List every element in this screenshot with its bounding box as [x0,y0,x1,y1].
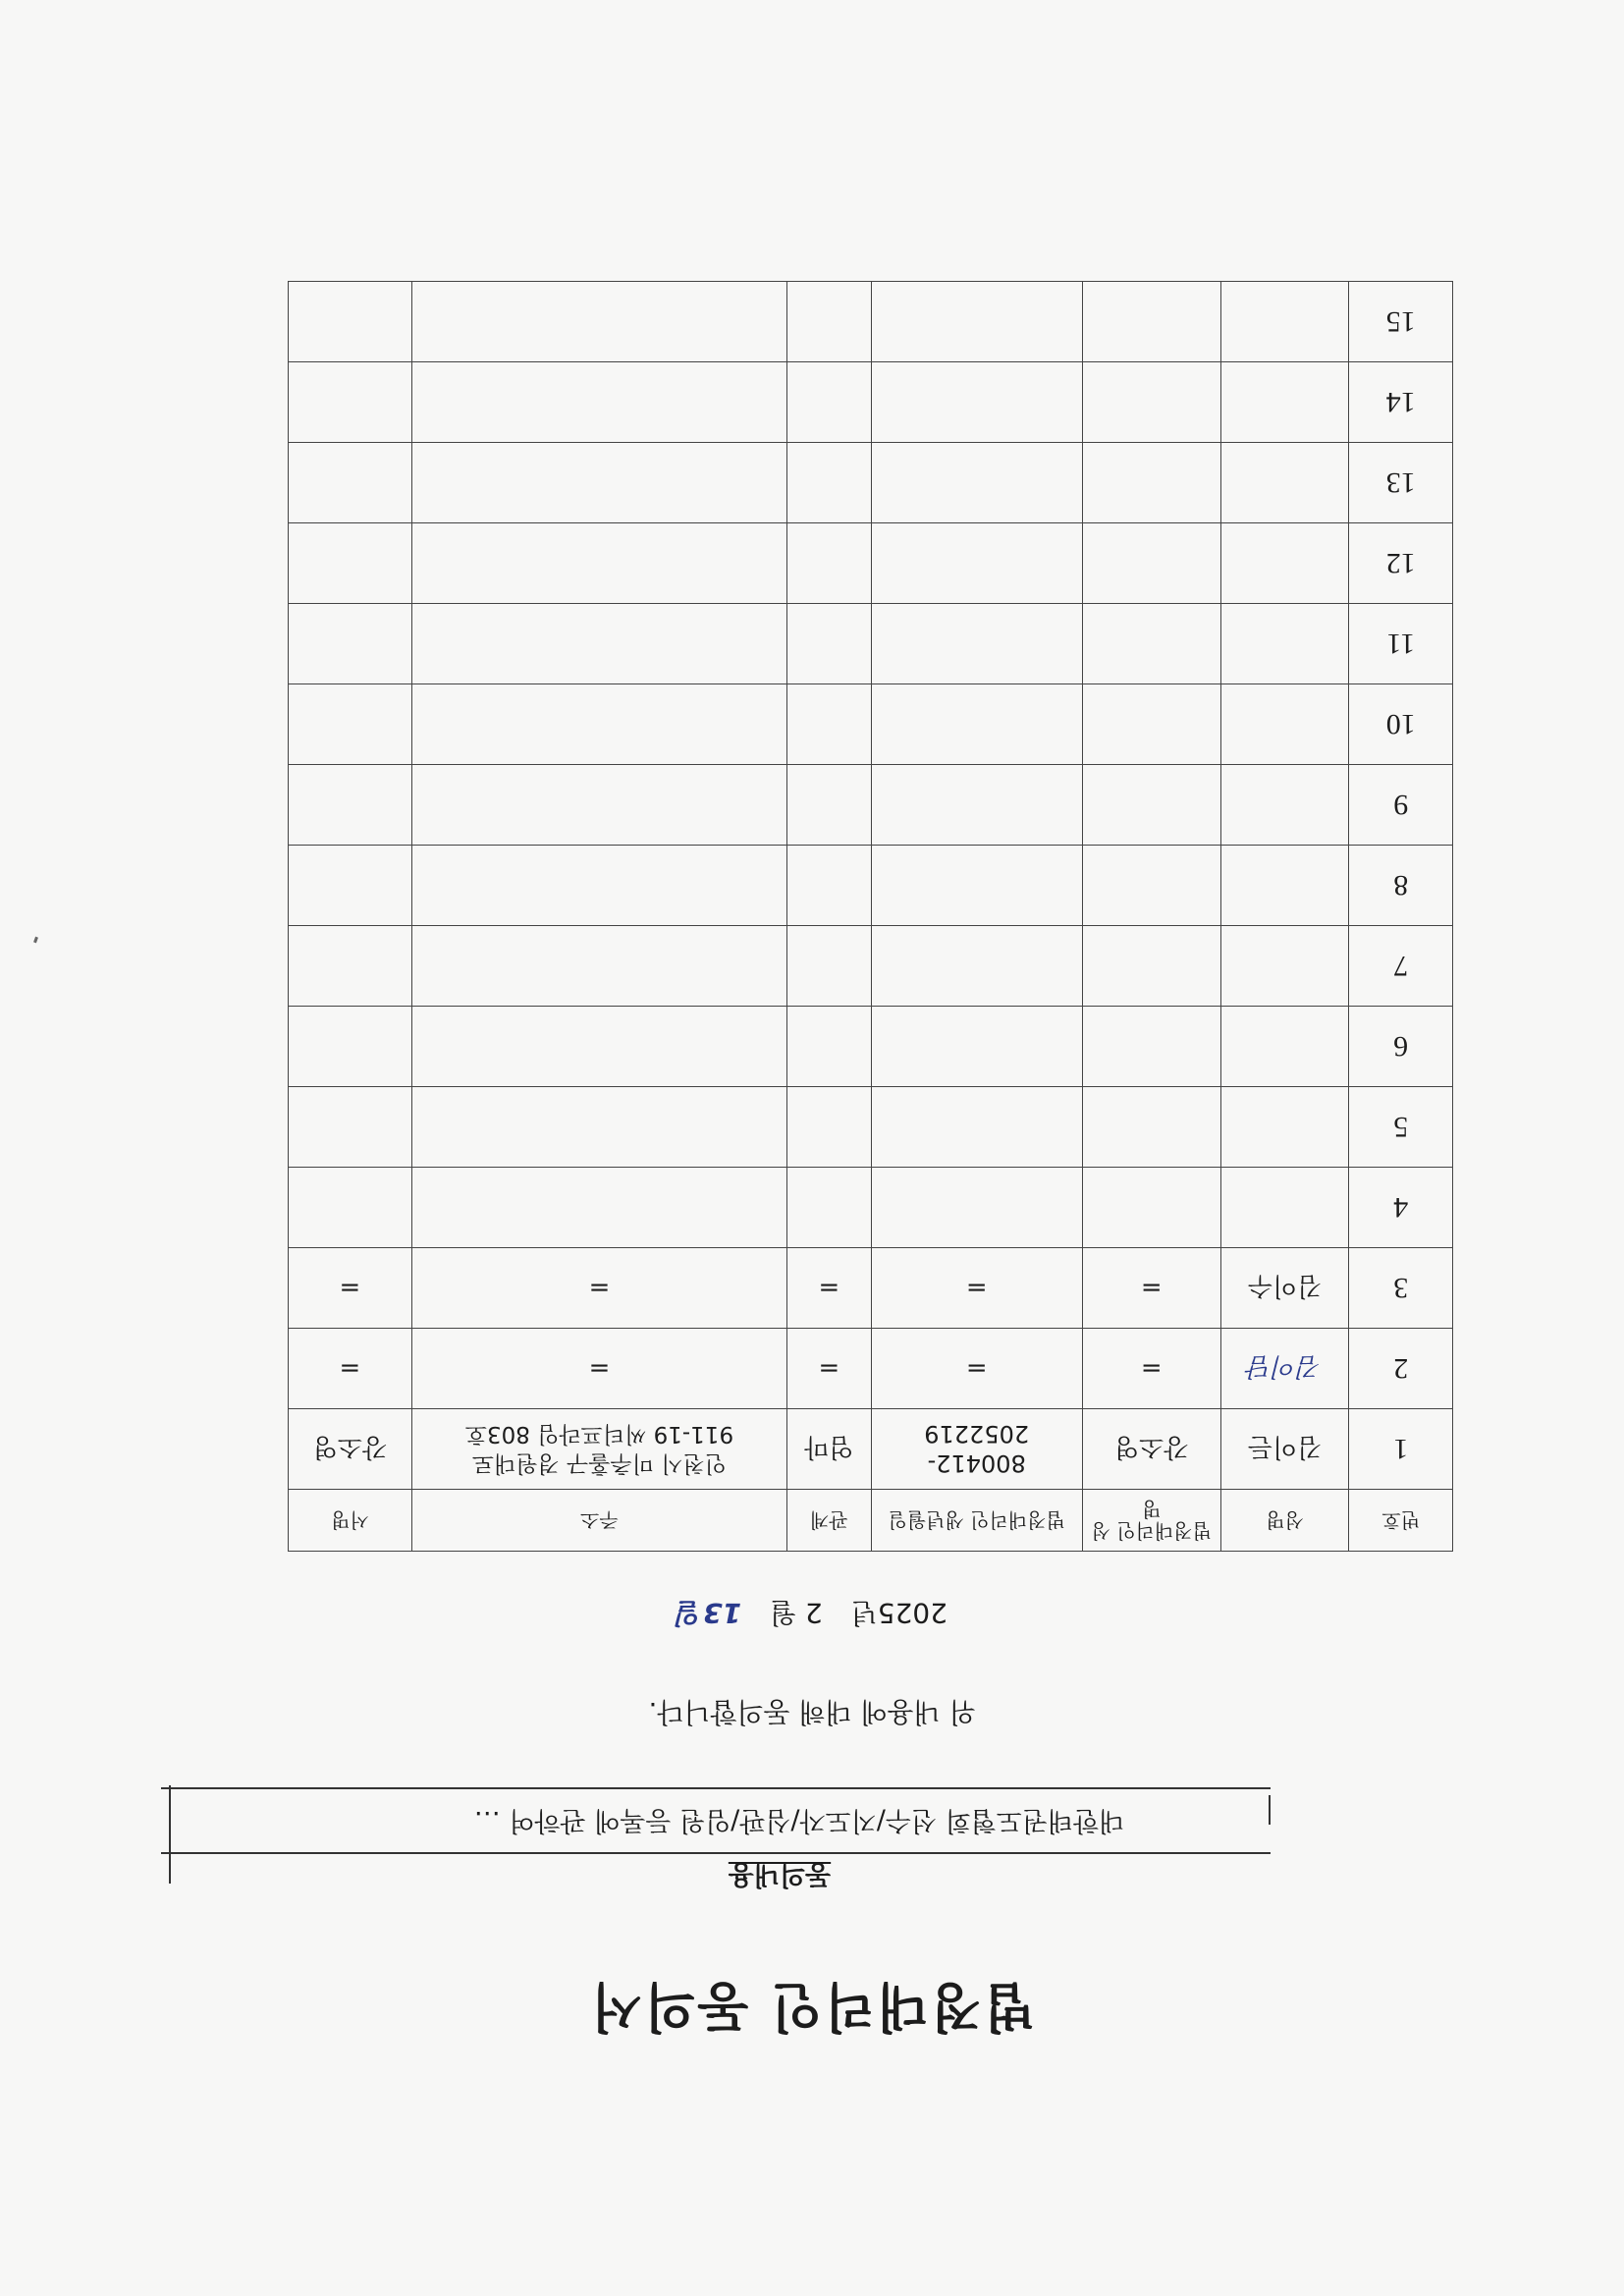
cell-relation [787,684,872,765]
table-row [289,1087,1453,1168]
cell-signature [289,1168,412,1248]
cell-address [411,1007,786,1087]
header-name: 성명 [1220,1490,1349,1552]
cell-address [411,1168,786,1248]
cell-guardian-name [1082,362,1220,443]
table-row [289,1329,1453,1409]
header-address: 주소 [411,1490,786,1552]
cell-no: 13 [1349,443,1453,523]
cell-signature [289,1087,412,1168]
cell-no: 14 [1349,362,1453,443]
consent-box-left-border [1269,1795,1271,1825]
cell-relation [787,765,872,846]
cell-guardian-birth [871,926,1082,1007]
cell-guardian-birth [871,1168,1082,1248]
date-year: 2025년 [850,1597,947,1629]
cell-name [1220,765,1349,846]
date-month: 2 월 [769,1597,823,1629]
cell-guardian-name [1082,765,1220,846]
cell-name [1220,282,1349,362]
date-day: 13일 [677,1597,742,1629]
cell-no: 7 [1349,926,1453,1007]
cell-guardian-birth [871,846,1082,926]
cell-guardian-name [1082,1168,1220,1248]
cell-name [1220,926,1349,1007]
cell-address [411,1409,786,1490]
table-row [289,282,1453,362]
cell-name [1220,1007,1349,1087]
consent-box-top-border [161,1852,1271,1854]
cell-name [1220,604,1349,684]
cell-signature: = [289,1248,412,1329]
table-header-row [289,1490,1453,1552]
cell-guardian-birth [871,282,1082,362]
cell-name [1220,523,1349,604]
address-line-1: 인천시 미추홀구 경원대로 [471,1450,727,1477]
table-row [289,523,1453,604]
cell-address [411,362,786,443]
cell-guardian-name [1082,926,1220,1007]
cell-guardian-birth [871,362,1082,443]
table-row [289,1409,1453,1490]
cell-no: 6 [1349,1007,1453,1087]
cell-address [411,1087,786,1168]
cell-signature [289,1007,412,1087]
table-row [289,443,1453,523]
cell-name [1220,1087,1349,1168]
cell-signature: 강소영 [289,1409,412,1490]
table-row [289,765,1453,846]
cell-guardian-birth [871,765,1082,846]
cell-address [411,523,786,604]
cell-guardian-name [1082,523,1220,604]
cell-relation [787,1087,872,1168]
cell-name [1220,846,1349,926]
table-row [289,846,1453,926]
guardian-table [288,281,1453,1552]
cell-signature [289,282,412,362]
cell-signature [289,523,412,604]
cell-name [1220,1168,1349,1248]
table-row [289,604,1453,684]
cell-no: 3 [1349,1248,1453,1329]
cell-signature [289,926,412,1007]
cell-relation [787,604,872,684]
cell-no: 10 [1349,684,1453,765]
cell-no: 2 [1349,1329,1453,1409]
cell-name [1220,362,1349,443]
cell-signature [289,604,412,684]
header-no: 번호 [1349,1490,1453,1552]
cell-guardian-birth: = [871,1248,1082,1329]
cell-guardian-birth: = [871,1329,1082,1409]
cell-guardian-birth [871,1409,1082,1490]
cell-relation [787,443,872,523]
cell-no: 12 [1349,523,1453,604]
scan-speck [33,937,38,944]
cell-no: 4 [1349,1168,1453,1248]
cell-guardian-birth [871,523,1082,604]
cell-no: 15 [1349,282,1453,362]
cell-address: = [411,1329,786,1409]
cell-relation [787,1007,872,1087]
consent-box-bottom-border [161,1787,1271,1789]
cell-relation [787,1168,872,1248]
header-guardian-birth: 법정대리인 생년월일 [871,1490,1082,1552]
cell-relation: = [787,1329,872,1409]
guardian-birth-line-1: 800412- [927,1449,1026,1478]
cell-signature [289,684,412,765]
cell-no: 5 [1349,1087,1453,1168]
cell-address [411,926,786,1007]
cell-guardian-name [1082,1087,1220,1168]
cell-address [411,846,786,926]
header-relation: 관계 [787,1490,872,1552]
cell-no: 9 [1349,765,1453,846]
cell-address [411,443,786,523]
cell-address [411,765,786,846]
cell-relation [787,362,872,443]
cell-guardian-name: 강소영 [1082,1409,1220,1490]
cell-name [1220,443,1349,523]
cell-name: 김이든 [1220,1409,1349,1490]
cell-guardian-name [1082,846,1220,926]
cell-guardian-birth [871,443,1082,523]
consent-section-label: 동의내용 [728,1859,832,1889]
header-guardian-name: 법정대리인 성명 [1082,1490,1220,1552]
cell-guardian-name [1082,604,1220,684]
cell-guardian-birth [871,684,1082,765]
cell-guardian-birth [871,1007,1082,1087]
table-row [289,1007,1453,1087]
cell-guardian-name: = [1082,1248,1220,1329]
page-title: 법정대리인 동의서 [588,1976,1036,2038]
cell-relation [787,846,872,926]
cell-name: 김이담 [1220,1329,1349,1409]
consent-box-right-border [169,1785,171,1884]
cell-guardian-name [1082,443,1220,523]
consent-description: 대한태권도협회 선수/지도자/심판/임원 등록에 관하여 … [473,1805,1125,1835]
cell-signature [289,443,412,523]
cell-signature [289,765,412,846]
table-row [289,1248,1453,1329]
cell-address [411,684,786,765]
cell-relation: = [787,1248,872,1329]
address-line-2: 911-19 씨티프라임 803호 [464,1421,734,1448]
cell-guardian-name [1082,282,1220,362]
cell-guardian-birth [871,604,1082,684]
cell-guardian-name [1082,684,1220,765]
cell-address: = [411,1248,786,1329]
cell-guardian-name: = [1082,1329,1220,1409]
cell-signature [289,846,412,926]
cell-no: 1 [1349,1409,1453,1490]
cell-name: 김이수 [1220,1248,1349,1329]
table-row [289,1168,1453,1248]
table-row [289,362,1453,443]
header-signature: 서명 [289,1490,412,1552]
cell-guardian-name [1082,1007,1220,1087]
table-row [289,684,1453,765]
signed-date [0,1595,1624,1634]
cell-signature: = [289,1329,412,1409]
table-row [289,926,1453,1007]
cell-signature [289,362,412,443]
guardian-birth-line-2: 2052219 [924,1420,1030,1449]
cell-address [411,282,786,362]
cell-relation [787,926,872,1007]
cell-name [1220,684,1349,765]
cell-no: 8 [1349,846,1453,926]
cell-address [411,604,786,684]
agreement-statement: 위 내용에 대해 동의합니다. [648,1696,976,1728]
cell-relation [787,523,872,604]
cell-relation [787,282,872,362]
cell-no: 11 [1349,604,1453,684]
cell-relation: 엄마 [787,1409,872,1490]
cell-guardian-birth [871,1087,1082,1168]
